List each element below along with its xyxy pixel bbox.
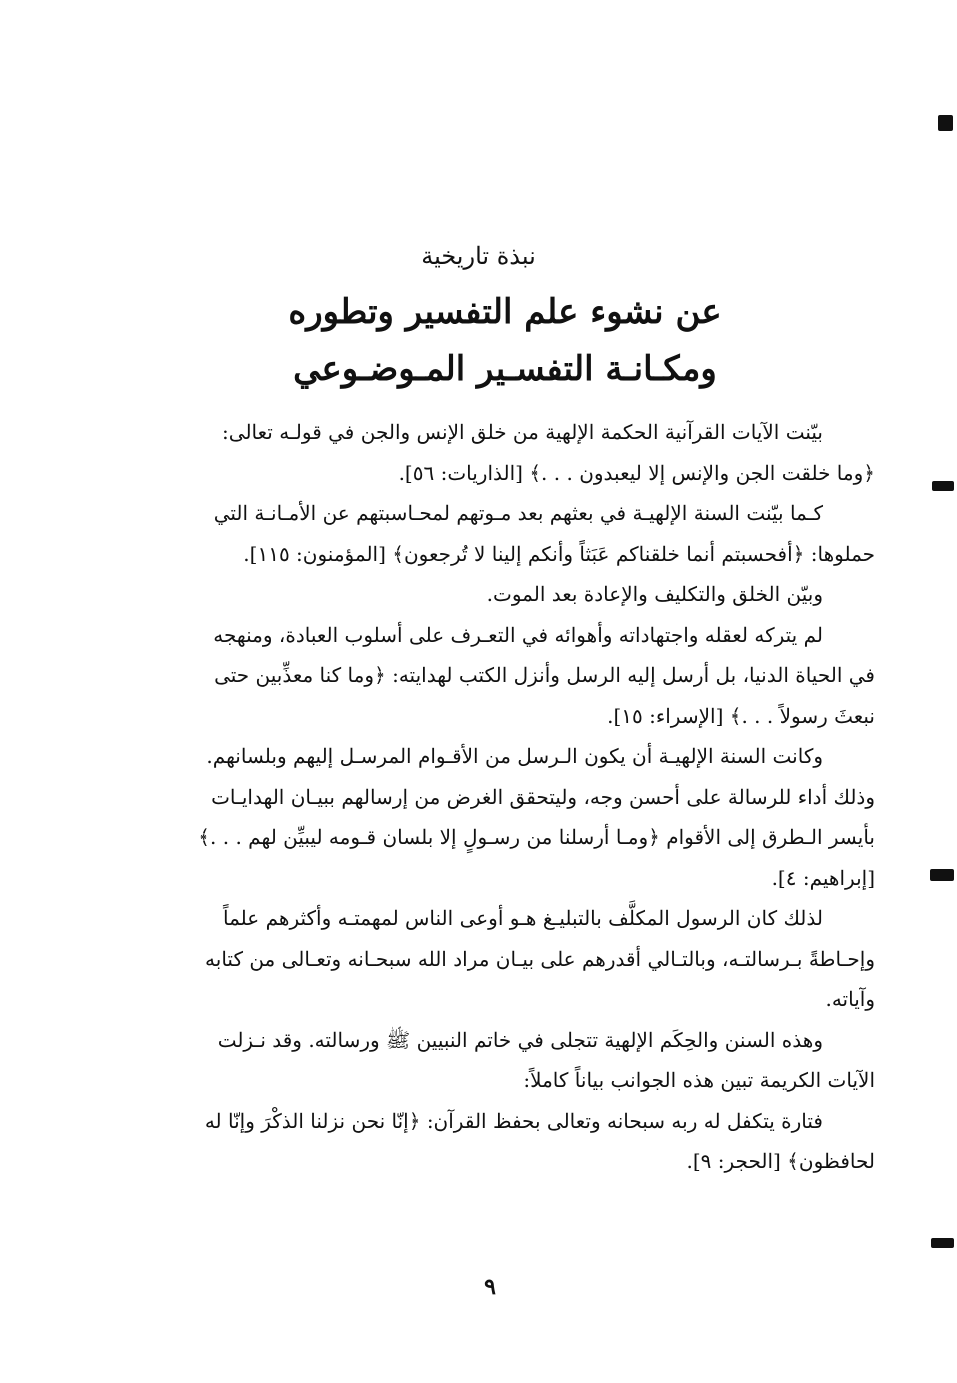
scan-edge-mark: [932, 481, 954, 491]
text-line: لم يتركه لعقله واجتهاداته وأهوائه في التعـرف على أسلوب العبادة، ومنهجه: [213, 622, 823, 647]
text-line: وبيّن الخلق والتكليف والإعادة بعد الموت.: [486, 582, 823, 606]
page-title-line-1: عن نشوء علم التفسير وتطوره: [288, 292, 722, 332]
text-line: نبعثَ رسولاً . . .﴾ [الإسراء: ١٥].: [607, 703, 875, 728]
scan-edge-mark: [930, 869, 954, 881]
text-line: كـما بيّنت السنة الإلهيـة في بعثهم بعد مـوتهم لمحـاسبتهم عن الأمـانـة التي: [213, 501, 823, 525]
text-line: وكانت السنة الإلهيـة أن يكون الـرسل من الأقـوام المرسـل إليهم وبلسانهم.: [206, 744, 823, 768]
scan-edge-mark: [938, 115, 953, 131]
page-title-line-2: ومكـانـة التفسـير المـوضـوعي: [293, 349, 717, 389]
text-line: وإحـاطةً بـرسالتـه، وبالتـالي أقدرهم على بيـان مراد الله سبحـانه وتعـالى من كتابه: [205, 946, 875, 971]
text-line: لذلك كان الرسول المكلَّف بالتبليـغ هـو أوعى الناس لمهمتـه وأكثرهم علماً: [223, 906, 823, 930]
text-line: لحافظون﴾ [الحجر: ٩].: [686, 1149, 875, 1173]
text-line: وآياته.: [825, 987, 875, 1011]
scan-edge-mark: [931, 1238, 954, 1248]
text-line: في الحياة الدنيا، بل أرسل إليه الرسل وأنزل الكتب لهدايته: ﴿وما كنا معذِّبين حتى: [214, 663, 875, 687]
text-line: حملوها: ﴿أفحسبتم أنما خلقناكم عَبَثاً وأنكم إلينا لا تُرجعون﴾ [المؤمنون: ١١٥].: [243, 541, 875, 566]
section-kicker: نبذة تاريخية: [421, 242, 536, 270]
text-line: بيّنت الآيات القرآنية الحكمة الإلهية من خلق الإنس والجن في قولـه تعالى:: [222, 420, 823, 444]
text-line: [إبراهيم: ٤].: [771, 865, 875, 890]
text-line: ﴿وما خلقت الجن والإنس إلا ليعبدون . . .﴾ [الذاريات: ٥٦].: [398, 460, 875, 485]
text-line: وذلك أداء للرسالة على أحسن وجه، وليتحقق الغرض من إرسالهم ببيـان الهدايـات: [211, 784, 875, 809]
page-number: ٩: [484, 1274, 496, 1300]
text-line: الآيات الكريمة تبين هذه الجوانب بياناً كاملاً:: [523, 1068, 875, 1092]
text-line: فتارة يتكفل له ربه سبحانه وتعالى بحفظ القرآن: ﴿إنّا نحن نزلنا الذكْرَ وإنّا له: [204, 1108, 823, 1133]
text-line: وهذه السنن والحِكَم الإلهية تتجلى في خاتم النبيين ﷺ ورسالته. وقد نـزلت: [217, 1027, 823, 1052]
text-line: بأيسر الـطرق إلى الأقوام ﴿ومـا أرسلنا من رسـولٍ إلا بلسان قـومه ليبيِّن لهم . . .﴾: [198, 825, 875, 849]
body-text: [120, 412, 875, 1182]
